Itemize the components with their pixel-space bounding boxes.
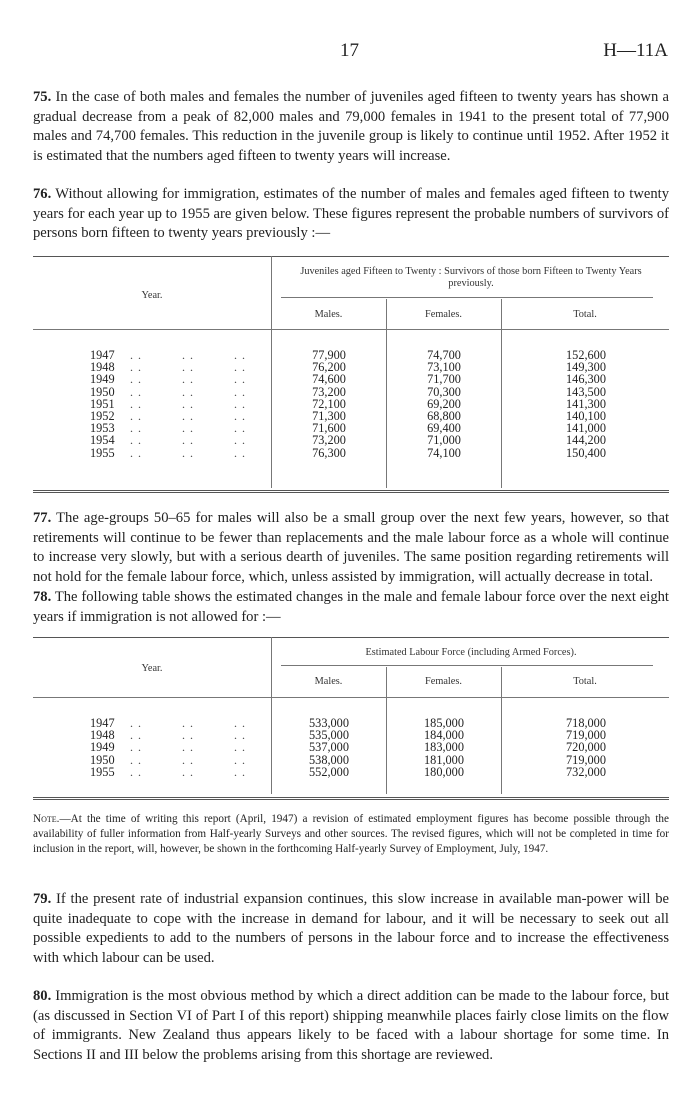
females-column-header: Females. xyxy=(425,309,462,320)
year-cell: 1955 xyxy=(90,445,115,460)
note-text: —At the time of writing this report (April, 1947) a revision of estimated employment figures has become possible through the availability of fuller information from Half-yearly Surveys and other sources. The revised figures, which will not be completed in time for inclusion in the report, will, however, be shown in the forthcoming Half-yearly Survey of Employment, July, 1947. xyxy=(33,813,669,855)
year-cell: 1952 xyxy=(90,409,115,423)
leader-dots: . . . . . . xyxy=(130,740,246,755)
males-cell: 71,300 xyxy=(312,409,346,423)
year-cell: 1947 xyxy=(90,716,115,730)
paragraph-number: 77. xyxy=(33,510,52,526)
total-column-header: Total. xyxy=(573,676,597,687)
leader-dots: . . . . . . xyxy=(130,752,246,767)
year-cell: 1949 xyxy=(90,740,115,755)
table-row xyxy=(33,434,669,446)
total-cell: 149,300 xyxy=(566,360,606,375)
total-cell: 152,600 xyxy=(566,348,606,362)
females-cell: 71,000 xyxy=(427,433,461,448)
year-cell: 1948 xyxy=(90,728,115,743)
leader-dots: . . . . . . xyxy=(130,384,246,399)
females-cell: 73,100 xyxy=(427,360,461,375)
year-cell: 1950 xyxy=(90,752,115,767)
total-cell: 150,400 xyxy=(566,445,606,460)
paragraph-text: Immigration is the most obvious method by which a direct addition can be made to the labour force, but (as discussed in Section VI of Part I of this report) shipping meanwhile places fairly close limits on the flow of immigrants. New Zealand thus appears likely to be faced with a labour shortage for some time. In Sections II and III below the problems arising from this shortage are reviewed. xyxy=(33,988,669,1063)
total-cell: 719,000 xyxy=(566,728,606,743)
table-note xyxy=(33,812,669,856)
year-cell: 1948 xyxy=(90,360,115,375)
note-label: Note. xyxy=(33,813,60,825)
leader-dots: . . . . . . xyxy=(130,445,246,460)
males-cell: 74,600 xyxy=(312,372,346,387)
paragraph-77 xyxy=(33,509,669,587)
year-column-header: Year. xyxy=(141,663,163,674)
paragraph-text: In the case of both males and females the number of juveniles aged fifteen to twenty years has shown a gradual decrease from a peak of 82,000 males and 79,000 females in 1941 to the present total of 77,900 males and 74,700 females. This reduction in the juvenile group is likely to continue until 1952. After 1952 it is estimated that the numbers aged fifteen to twenty years will increase. xyxy=(33,89,669,164)
paragraph-number: 79. xyxy=(33,891,52,907)
leader-dots: . . . . . . xyxy=(130,360,246,375)
table-row xyxy=(33,741,669,753)
females-cell: 180,000 xyxy=(424,764,464,779)
males-cell: 533,000 xyxy=(309,716,349,730)
total-cell: 720,000 xyxy=(566,740,606,755)
males-cell: 76,300 xyxy=(312,445,346,460)
paragraph-76 xyxy=(33,185,669,244)
females-cell: 74,700 xyxy=(427,348,461,362)
year-cell: 1953 xyxy=(90,421,115,436)
females-cell: 183,000 xyxy=(424,740,464,755)
paragraph-number: 78. xyxy=(33,589,52,605)
females-cell: 74,100 xyxy=(427,445,461,460)
leader-dots: . . . . . . xyxy=(130,728,246,743)
paragraph-80 xyxy=(33,987,669,1065)
females-column-header: Females. xyxy=(425,676,462,687)
males-cell: 72,100 xyxy=(312,396,346,411)
year-cell: 1947 xyxy=(90,348,115,362)
leader-dots: . . . . . . xyxy=(130,716,246,730)
paragraph-78 xyxy=(33,588,669,627)
juveniles-table xyxy=(33,256,669,496)
total-cell: 141,300 xyxy=(566,396,606,411)
table-row xyxy=(33,754,669,766)
year-cell: 1950 xyxy=(90,384,115,399)
paragraph-text: Without allowing for immigration, estimates of the number of males and females aged fifteen to twenty years for each year up to 1955 are given below. These figures represent the probable numbers of survivors of persons born fifteen to twenty years previously :— xyxy=(33,186,669,242)
females-cell: 181,000 xyxy=(424,752,464,767)
females-cell: 184,000 xyxy=(424,728,464,743)
leader-dots: . . . . . . xyxy=(130,396,246,411)
females-cell: 70,300 xyxy=(427,384,461,399)
leader-dots: . . . . . . xyxy=(130,764,246,779)
total-cell: 732,000 xyxy=(566,764,606,779)
year-cell: 1951 xyxy=(90,396,115,411)
males-cell: 537,000 xyxy=(309,740,349,755)
total-cell: 146,300 xyxy=(566,372,606,387)
group-column-header: Estimated Labour Force (including Armed Forces). xyxy=(365,647,577,658)
males-cell: 71,600 xyxy=(312,421,346,436)
leader-dots: . . . . . . xyxy=(130,433,246,448)
year-cell: 1954 xyxy=(90,433,115,448)
leader-dots: . . . . . . xyxy=(130,372,246,387)
paragraph-text: The following table shows the estimated changes in the male and female labour force over the next eight years if immigration is not allowed for :— xyxy=(33,589,669,625)
paragraph-text: The age-groups 50–65 for males will also be a small group over the next few years, however, so that retirements will continue to be fewer than replacements and the male labour force as a whole will continue to increase very slowly, but with a serious dearth of juveniles. The same position regarding retirements will not hold for the female labour force, which, unless assisted by immigration, will actually decrease in total. xyxy=(33,510,669,585)
paragraph-79 xyxy=(33,890,669,968)
total-cell: 718,000 xyxy=(566,716,606,730)
males-cell: 76,200 xyxy=(312,360,346,375)
table-row xyxy=(33,766,669,778)
total-cell: 144,200 xyxy=(566,433,606,448)
table-row xyxy=(33,373,669,385)
total-cell: 719,000 xyxy=(566,752,606,767)
labour-force-table xyxy=(33,637,669,797)
females-cell: 69,200 xyxy=(427,396,461,411)
leader-dots: . . . . . . xyxy=(130,409,246,423)
total-cell: 140,100 xyxy=(566,409,606,423)
paragraph-text: If the present rate of industrial expansion continues, this slow increase in available man-power will be quite inadequate to cope with the increase in demand for labour, and it will be necessary to seek out all possible expedients to add to the numbers of persons in the labour force and to increase the effectiveness with which labour can be used. xyxy=(33,891,669,966)
males-column-header: Males. xyxy=(314,676,343,687)
total-column-header: Total. xyxy=(573,309,597,320)
group-column-header: Juveniles aged Fifteen to Twenty : Survivors of those born Fifteen to Twenty Years previously. xyxy=(300,266,642,289)
document-reference: H—11A xyxy=(603,40,668,61)
females-cell: 185,000 xyxy=(424,716,464,730)
leader-dots: . . . . . . xyxy=(130,348,246,362)
year-cell: 1955 xyxy=(90,764,115,779)
females-cell: 69,400 xyxy=(427,421,461,436)
males-cell: 73,200 xyxy=(312,433,346,448)
paragraph-number: 76. xyxy=(33,186,52,202)
table-row xyxy=(33,447,669,459)
males-cell: 538,000 xyxy=(309,752,349,767)
paragraph-75 xyxy=(33,88,669,166)
table-row xyxy=(33,386,669,398)
males-cell: 535,000 xyxy=(309,728,349,743)
females-cell: 68,800 xyxy=(427,409,461,423)
year-cell: 1949 xyxy=(90,372,115,387)
total-cell: 141,000 xyxy=(566,421,606,436)
females-cell: 71,700 xyxy=(427,372,461,387)
leader-dots: . . . . . . xyxy=(130,421,246,436)
males-cell: 77,900 xyxy=(312,348,346,362)
males-column-header: Males. xyxy=(314,309,343,320)
page-number: 17 xyxy=(340,40,359,61)
paragraph-number: 75. xyxy=(33,89,52,105)
total-cell: 143,500 xyxy=(566,384,606,399)
males-cell: 552,000 xyxy=(309,764,349,779)
males-cell: 73,200 xyxy=(312,384,346,399)
year-column-header: Year. xyxy=(141,290,163,301)
paragraph-number: 80. xyxy=(33,988,52,1004)
